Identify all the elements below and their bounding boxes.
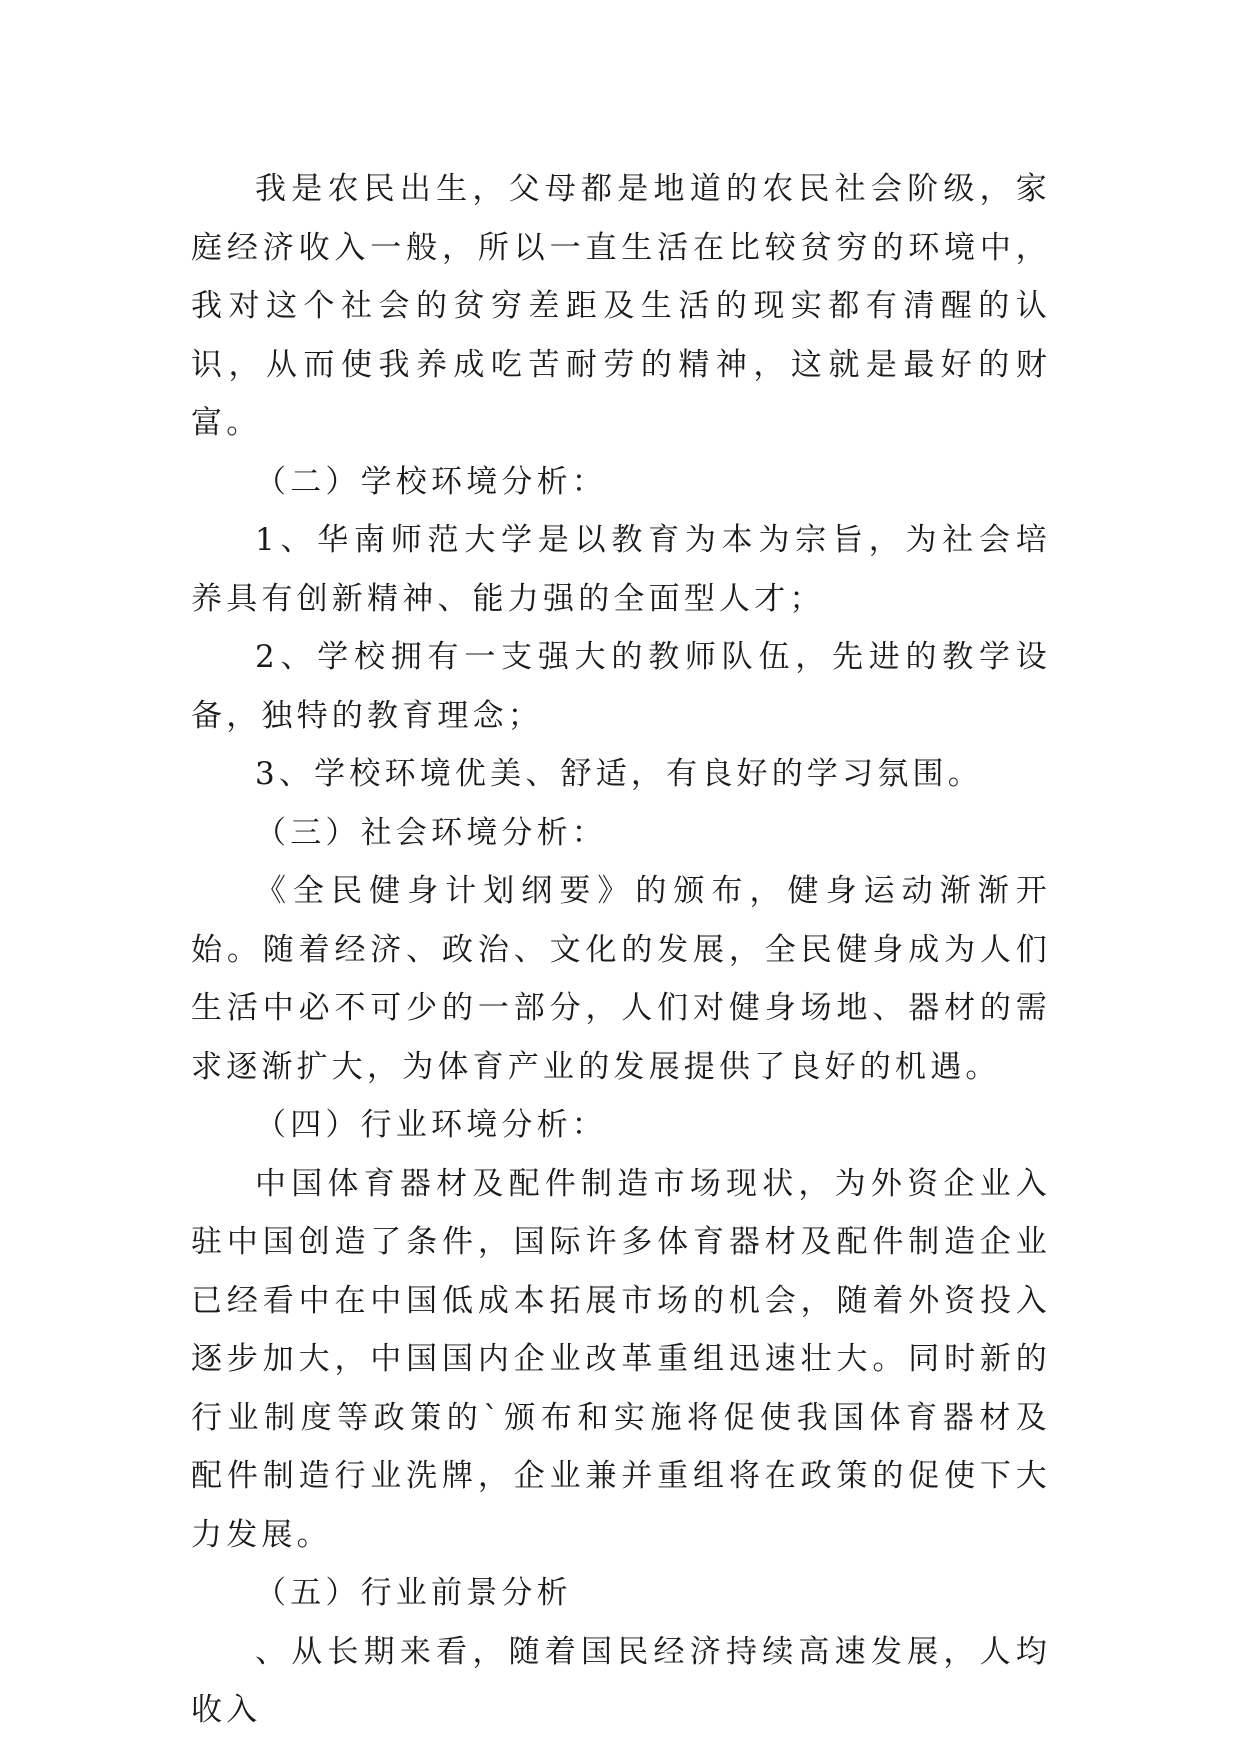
paragraph-social-environment: 《全民健身计划纲要》的颁布，健身运动渐渐开始。随着经济、政治、文化的发展，全民健身成为人们生活中必不可少的一部分，人们对健身场地、器材的需求逐渐扩大，为体育产业的发展提供了良好的机遇。 (191, 873, 1051, 1085)
paragraph-school-item-1: 1、华南师范大学是以教育为本为宗旨，为社会培养具有创新精神、能力强的全面型人才； (191, 522, 1051, 617)
paragraph-industry-outlook: 、从长期来看，随着国民经济持续高速发展，人均收入 (191, 1633, 1051, 1728)
paragraph-industry-environment: 中国体育器材及配件制造市场现状，为外资企业入驻中国创造了条件，国际许多体育器材及配件制造企业已经看中在中国低成本拓展市场的机会，随着外资投入逐步加大，中国国内企业改革重组迅速壮大。同时新的行业制度等政策的`颁布和实施将促使我国体育器材及配件制造行业洗牌，企业兼并重组将在政策的促使下大力发展。 (191, 1165, 1051, 1553)
heading-industry-environment: （四）行业环境分析： (255, 1107, 607, 1143)
paragraph-school-item-3: 3、学校环境优美、舒适，有良好的学习氛围。 (255, 756, 983, 792)
heading-industry-outlook: （五）行业前景分析 (255, 1575, 572, 1611)
heading-social-environment: （三）社会环境分析： (255, 814, 607, 851)
heading-school-environment: （二）学校环境分析： (255, 463, 607, 500)
paragraph-family-background: 我是农民出生，父母都是地道的农民社会阶级，家庭经济收入一般，所以一直生活在比较贫穷的环境中，我对这个社会的贫穷差距及生活的现实都有清醒的认识，从而使我养成吃苦耐劳的精神，这就是最好的财富。 (191, 171, 1051, 441)
document-page (191, 160, 1051, 1740)
paragraph-school-item-2: 2、学校拥有一支强大的教师队伍，先进的教学设备，独特的教育理念； (191, 639, 1051, 734)
